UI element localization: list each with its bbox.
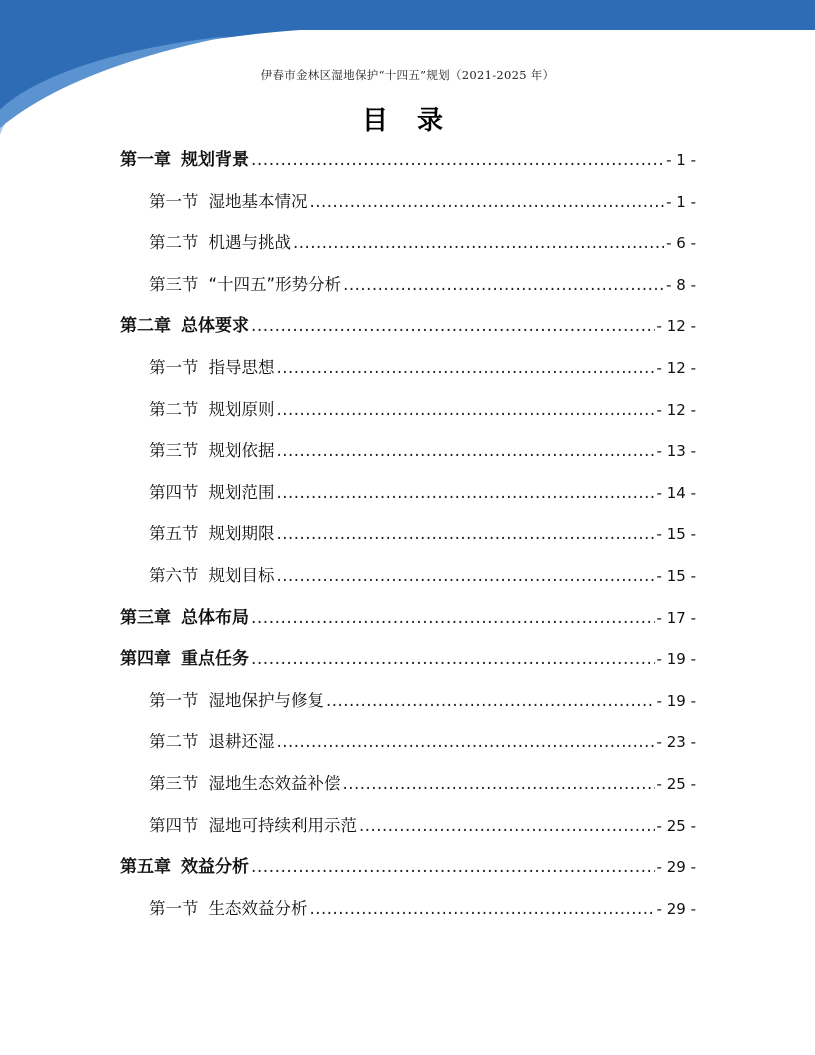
toc-chapter-entry[interactable] <box>120 314 696 338</box>
toc-dot-leader <box>310 897 655 921</box>
toc-entry-number: 第五节 <box>149 524 199 544</box>
toc-entry-page-number: - 15 - <box>656 567 696 585</box>
toc-entry-page-number: - 1 - <box>666 151 696 169</box>
toc-entry-number: 第四节 <box>149 815 199 835</box>
toc-dot-leader <box>310 190 665 214</box>
toc-entry-number: 第三节 <box>149 441 199 461</box>
toc-entry-title: 湿地基本情况 <box>208 191 308 211</box>
toc-section-entry[interactable] <box>149 231 696 255</box>
toc-section-entry[interactable] <box>149 814 696 838</box>
toc-entry-title: 生态效益分析 <box>208 898 308 918</box>
toc-entry-page-number: - 15 - <box>656 525 696 544</box>
toc-dot-leader <box>277 439 655 463</box>
toc-title: 目 录 <box>361 106 454 136</box>
toc-entry-page-number: - 25 - <box>656 816 696 835</box>
toc-entry-number: 第三章 <box>120 607 171 628</box>
toc-entry-number: 第二章 <box>120 316 171 337</box>
toc-entry-number: 第二节 <box>149 233 199 253</box>
toc-entry-number: 第六节 <box>149 566 199 585</box>
toc-section-entry[interactable] <box>149 772 696 796</box>
toc-dot-leader <box>359 814 655 838</box>
toc-entry-title: 退耕还湿 <box>208 732 275 752</box>
toc-entry-number: 第一节 <box>149 191 199 211</box>
toc-dot-leader <box>251 314 655 338</box>
toc-entry-title: 总体布局 <box>181 607 249 628</box>
toc-dot-leader <box>277 730 655 754</box>
toc-dot-leader <box>343 772 655 796</box>
toc-entry-page-number: - 19 - <box>656 691 696 710</box>
toc-entry-title: 重点任务 <box>181 649 249 670</box>
toc-chapter-entry[interactable] <box>120 647 696 671</box>
toc-entry-page-number: - 29 - <box>656 899 696 918</box>
toc-entry-page-number: - 12 - <box>656 317 696 336</box>
toc-entry-number: 第一章 <box>120 150 171 170</box>
toc-section-entry[interactable] <box>149 273 696 297</box>
toc-dot-leader <box>326 689 655 713</box>
toc-dot-leader <box>251 148 664 172</box>
toc-dot-leader <box>251 606 655 630</box>
toc-entry-page-number: - 1 - <box>666 192 696 211</box>
toc-section-entry[interactable] <box>149 481 696 505</box>
running-header: 伊春市金林区湿地保护“十四五”规划（2021-2025 年） <box>260 68 555 82</box>
toc-entry-page-number: - 13 - <box>656 442 696 461</box>
toc-dot-leader <box>277 522 655 546</box>
toc-entry-page-number: - 14 - <box>656 483 696 502</box>
toc-entry-number: 第一节 <box>149 690 199 710</box>
toc-entry-title: 湿地保护与修复 <box>208 690 324 710</box>
toc-entry-page-number: - 12 - <box>656 400 696 419</box>
toc-section-entry[interactable] <box>149 522 696 546</box>
toc-entry-title: 规划期限 <box>208 524 275 544</box>
toc-chapter-entry[interactable] <box>120 606 696 630</box>
toc-chapter-entry[interactable] <box>120 855 696 879</box>
toc-entry-number: 第一节 <box>149 898 199 918</box>
toc-entry-number: 第三节 <box>149 274 199 294</box>
toc-entry-number: 第四节 <box>149 482 199 502</box>
toc-section-entry[interactable] <box>149 564 696 588</box>
toc-entry-title: 效益分析 <box>181 857 249 878</box>
toc-entry-page-number: - 29 - <box>656 858 696 877</box>
toc-chapter-entry[interactable] <box>120 148 696 172</box>
toc-entry-page-number: - 25 - <box>656 775 696 793</box>
toc-entry-title: 总体要求 <box>181 316 249 337</box>
toc-entry-title: 规划原则 <box>208 399 275 419</box>
toc-entry-title: 规划依据 <box>208 441 275 461</box>
toc-dot-leader <box>277 481 655 505</box>
toc-dot-leader <box>277 398 655 422</box>
toc-entry-page-number: - 19 - <box>656 650 696 669</box>
toc-section-entry[interactable] <box>149 398 696 422</box>
toc-entry-title: 湿地生态效益补偿 <box>208 774 341 793</box>
toc-section-entry[interactable] <box>149 356 696 380</box>
toc-entry-title: 规划背景 <box>181 150 249 170</box>
toc-entry-page-number: - 17 - <box>656 608 696 627</box>
toc-dot-leader <box>251 647 655 671</box>
toc-entry-number: 第一节 <box>149 358 199 377</box>
toc-dot-leader <box>343 273 664 297</box>
toc-dot-leader <box>277 564 655 588</box>
toc-entry-title: 规划目标 <box>208 566 275 585</box>
toc-entry-number: 第三节 <box>149 774 199 793</box>
toc-entry-title: 规划范围 <box>208 482 275 502</box>
toc-dot-leader <box>251 855 655 879</box>
toc-entry-title: “十四五”形势分析 <box>208 274 342 294</box>
toc-dot-leader <box>293 231 664 255</box>
toc-entry-number: 第二节 <box>149 399 199 419</box>
toc-entry-number: 第五章 <box>120 857 171 878</box>
toc-section-entry[interactable] <box>149 730 696 754</box>
toc-entry-number: 第二节 <box>149 732 199 752</box>
toc-entry-page-number: - 12 - <box>656 359 696 377</box>
toc-section-entry[interactable] <box>149 897 696 921</box>
toc-section-entry[interactable] <box>149 439 696 463</box>
toc-entry-page-number: - 8 - <box>666 275 696 294</box>
toc-section-entry[interactable] <box>149 689 696 713</box>
toc-dot-leader <box>277 356 655 380</box>
toc-entry-title: 指导思想 <box>208 358 275 377</box>
toc-entry-page-number: - 23 - <box>656 733 696 752</box>
toc-entry-title: 湿地可持续利用示范 <box>208 815 357 835</box>
toc-entry-page-number: - 6 - <box>666 234 696 253</box>
toc-entry-title: 机遇与挑战 <box>208 233 291 253</box>
toc-section-entry[interactable] <box>149 190 696 214</box>
toc-entry-number: 第四章 <box>120 649 171 670</box>
